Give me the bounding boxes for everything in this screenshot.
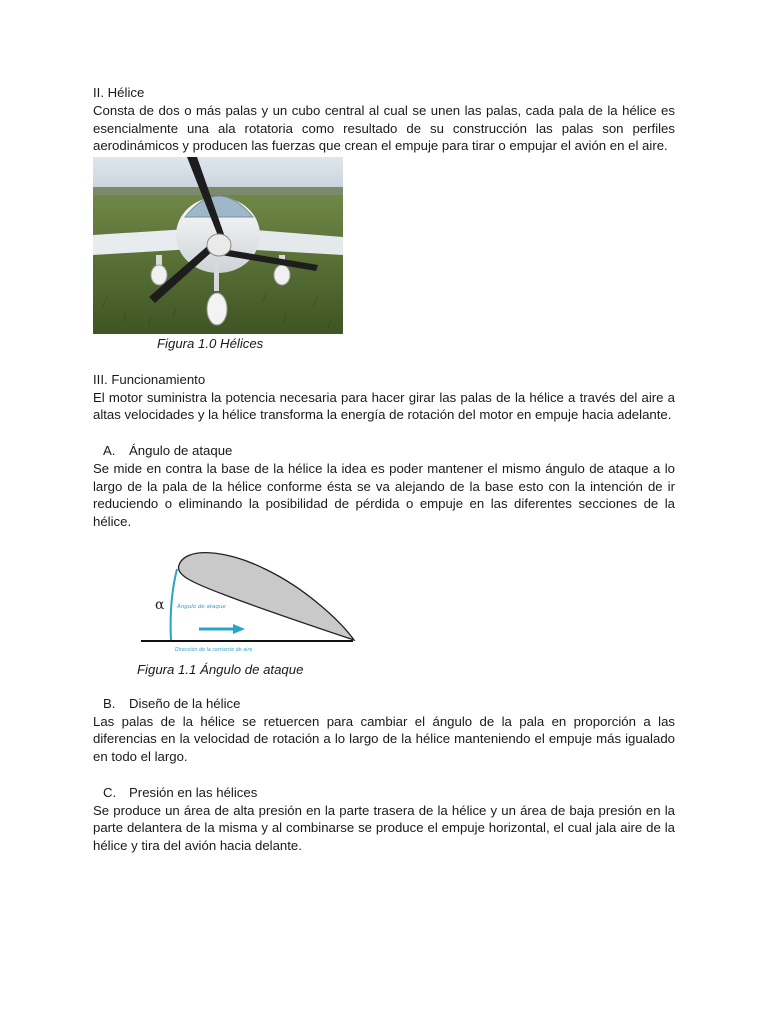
subheading-title: Ángulo de ataque <box>129 442 233 458</box>
alpha-symbol: α <box>155 596 165 613</box>
propeller-aircraft-photo <box>93 157 343 334</box>
airfoil-shape <box>178 553 354 640</box>
list-letter: A. <box>103 442 116 458</box>
paragraph-funcionamiento: El motor suministra la potencia necesaria para hacer girar las palas de la hélice a través del aire a altas velocidades y la hélice transforma la energía de rotación del motor en empuje hacia adelante. <box>93 389 675 423</box>
paragraph-presion: Se produce un área de alta presión en la parte trasera de la hélice y un área de baja presión en la parte delantera de la misma y al combinarse se produce el empuje horizontal, el cual jala aire de la hélice y tira del avión hacia delante. <box>93 802 675 854</box>
subheading-angulo-de-ataque <box>93 442 675 460</box>
section-heading-funcionamiento: III. Funcionamiento <box>93 371 206 387</box>
paragraph-helice: Consta de dos o más palas y un cubo central al cual se unen las palas, cada pala de la hélice es esencialmente una ala rotatoria como resultado de su construcción las palas son perfiles aerodinámicos y producen las fuerzas que crean el empuje para tirar o empujar el avión en el aire. <box>93 102 675 154</box>
subheading-diseno <box>93 695 675 713</box>
airflow-arrow-head <box>233 624 245 634</box>
document-page <box>93 84 675 855</box>
angle-of-attack-diagram <box>137 545 367 655</box>
paragraph-diseno: Las palas de la hélice se retuercen para cambiar el ángulo de la pala en proporción a las diferencias en la velocidad de rotación a lo largo de la hélice manteniendo el empuje más igualado en todo el largo. <box>93 713 675 765</box>
figure-caption-angulo: Figura 1.1 Ángulo de ataque <box>137 661 304 677</box>
subheading-title: Diseño de la hélice <box>129 695 241 711</box>
list-letter: B. <box>103 695 116 711</box>
subheading-presion <box>93 784 675 802</box>
paragraph-angulo-de-ataque: Se mide en contra la base de la hélice la idea es poder mantener el mismo ángulo de ataque a lo largo de la pala de la hélice conforme ésta se va alejando de la base esto con la intención de ir reduciendo o eliminando la posibilidad de pérdida o empuje en las diferentes secciones de la hélice. <box>93 460 675 530</box>
subheading-title: Presión en las hélices <box>129 784 258 800</box>
angle-label: Ángulo de ataque <box>177 603 226 610</box>
list-letter: C. <box>103 784 117 800</box>
airflow-label: Dirección de la corriente de aire <box>175 647 253 653</box>
section-heading-helice: II. Hélice <box>93 85 145 100</box>
figure-caption-helices: Figura 1.0 Hélices <box>157 336 264 352</box>
